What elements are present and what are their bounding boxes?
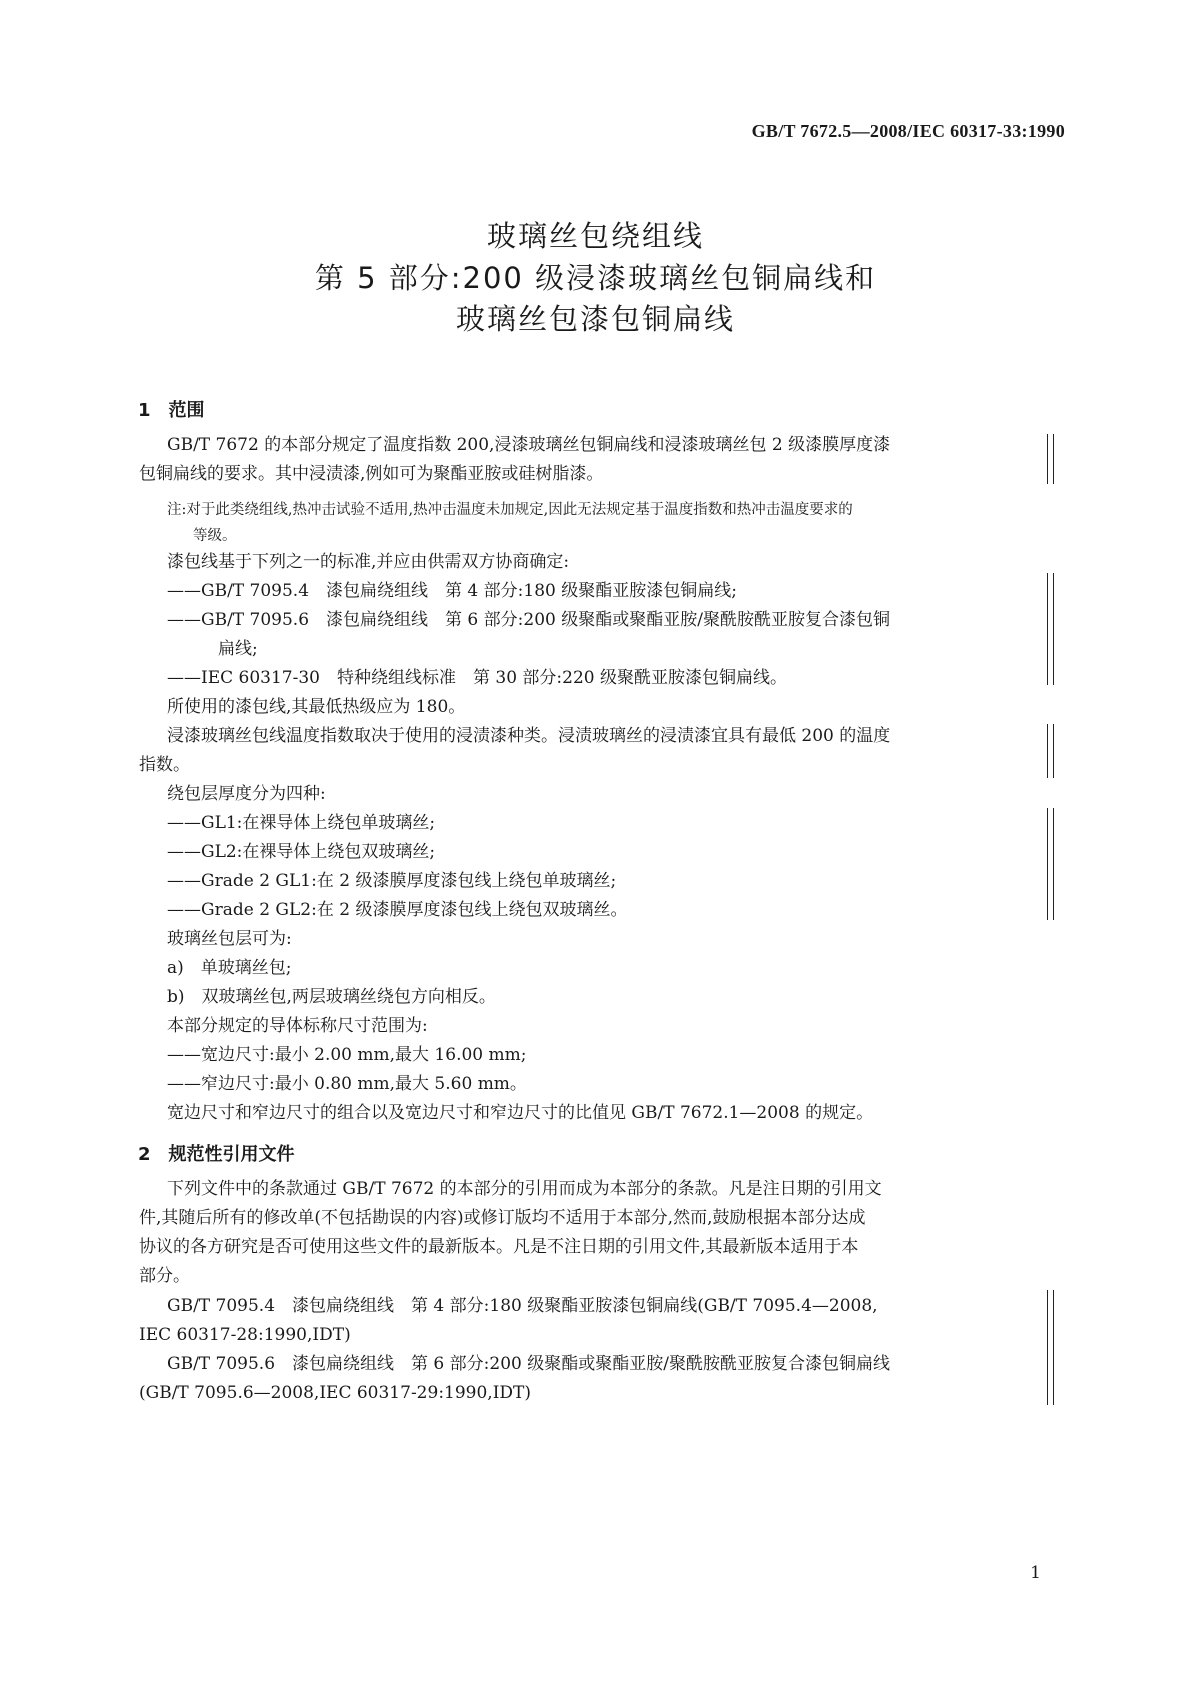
s1-grade2-gl1: ——Grade 2 GL1:在 2 级漆膜厚度漆包线上绕包单玻璃丝; (167, 871, 617, 891)
s1-item-b: b) 双玻璃丝包,两层玻璃丝绕包方向相反。 (167, 987, 496, 1007)
s2-p1-line2: 件,其随后所有的修改单(不包括勘误的内容)或修订版均不适用于本部分,然而,鼓励根据本部分达成 (139, 1208, 866, 1228)
s1-gl2: ——GL2:在裸导体上绕包双玻璃丝; (167, 842, 436, 862)
s1-wide: ——宽边尺寸:最小 2.00 mm,最大 16.00 mm; (167, 1045, 527, 1065)
change-bar (1047, 724, 1054, 778)
s2-p1-line4: 部分。 (139, 1266, 190, 1286)
change-bar (1047, 1290, 1054, 1405)
s1-p2: 漆包线基于下列之一的标准,并应由供需双方协商确定: (167, 552, 570, 572)
s1-p3: 所使用的漆包线,其最低热级应为 180。 (167, 697, 466, 717)
change-bar (1047, 434, 1054, 484)
section-2-heading: 2 规范性引用文件 (138, 1144, 295, 1165)
section-1-heading: 1 范围 (138, 400, 205, 421)
s1-p5: 绕包层厚度分为四种: (167, 784, 326, 804)
s1-p8: 宽边尺寸和窄边尺寸的组合以及宽边尺寸和窄边尺寸的比值见 GB/T 7672.1—2008 的规定。 (167, 1103, 874, 1123)
page-number: 1 (1030, 1563, 1041, 1583)
s2-ref1-line1: GB/T 7095.4 漆包扁绕组线 第 4 部分:180 级聚酯亚胺漆包铜扁线(GB/T 7095.4—2008, (167, 1296, 878, 1316)
s2-p1-line3: 协议的各方研究是否可使用这些文件的最新版本。凡是不注日期的引用文件,其最新版本适用于本 (139, 1237, 859, 1257)
s1-narrow: ——窄边尺寸:最小 0.80 mm,最大 5.60 mm。 (167, 1074, 527, 1094)
s1-p1-line1: GB/T 7672 的本部分规定了温度指数 200,浸漆玻璃丝包铜扁线和浸漆玻璃丝包 2 级漆膜厚度漆 (167, 435, 891, 455)
s1-p6: 玻璃丝包层可为: (167, 929, 292, 949)
title-line-3: 玻璃丝包漆包铜扁线 (455, 302, 735, 336)
s1-item-a: a) 单玻璃丝包; (167, 958, 292, 978)
s1-p7: 本部分规定的导体标称尺寸范围为: (167, 1016, 428, 1036)
s1-std2-line2: 扁线; (218, 639, 258, 659)
s1-grade2-gl2: ——Grade 2 GL2:在 2 级漆膜厚度漆包线上绕包双玻璃丝。 (167, 900, 628, 920)
s2-p1-line1: 下列文件中的条款通过 GB/T 7672 的本部分的引用而成为本部分的条款。凡是注日期的引用文 (167, 1179, 882, 1199)
s1-p1-line2: 包铜扁线的要求。其中浸渍漆,例如可为聚酯亚胺或硅树脂漆。 (139, 464, 604, 484)
s1-std2-line1: ——GB/T 7095.6 漆包扁绕组线 第 6 部分:200 级聚酯或聚酯亚胺/聚酰胺酰亚胺复合漆包铜 (167, 610, 890, 630)
s1-std3: ——IEC 60317-30 特种绕组线标准 第 30 部分:220 级聚酰亚胺漆包铜扁线。 (167, 668, 788, 688)
s1-p4-line2: 指数。 (139, 755, 190, 775)
s1-p4-line1: 浸漆玻璃丝包线温度指数取决于使用的浸渍漆种类。浸渍玻璃丝的浸渍漆宜具有最低 200 的温度 (167, 726, 891, 746)
s1-gl1: ——GL1:在裸导体上绕包单玻璃丝; (167, 813, 436, 833)
s1-note-line1: 注:对于此类绕组线,热冲击试验不适用,热冲击温度未加规定,因此无法规定基于温度指数和热冲击温度要求的 (167, 502, 853, 518)
title-line-2: 第 5 部分:200 级浸漆玻璃丝包铜扁线和 (314, 261, 877, 295)
standard-code: GB/T 7672.5—2008/IEC 60317-33:1990 (751, 121, 1065, 141)
s2-ref2-line2: (GB/T 7095.6—2008,IEC 60317-29:1990,IDT) (139, 1383, 532, 1403)
change-bar (1047, 573, 1054, 685)
s2-ref2-line1: GB/T 7095.6 漆包扁绕组线 第 6 部分:200 级聚酯或聚酯亚胺/聚酰胺酰亚胺复合漆包铜扁线 (167, 1354, 890, 1374)
title-line-1: 玻璃丝包绕组线 (486, 219, 704, 253)
s1-note-line2: 等级。 (193, 528, 237, 544)
change-bar (1047, 808, 1054, 920)
s1-std1: ——GB/T 7095.4 漆包扁绕组线 第 4 部分:180 级聚酯亚胺漆包铜扁线; (167, 581, 737, 601)
s2-ref1-line2: IEC 60317-28:1990,IDT) (139, 1325, 351, 1345)
